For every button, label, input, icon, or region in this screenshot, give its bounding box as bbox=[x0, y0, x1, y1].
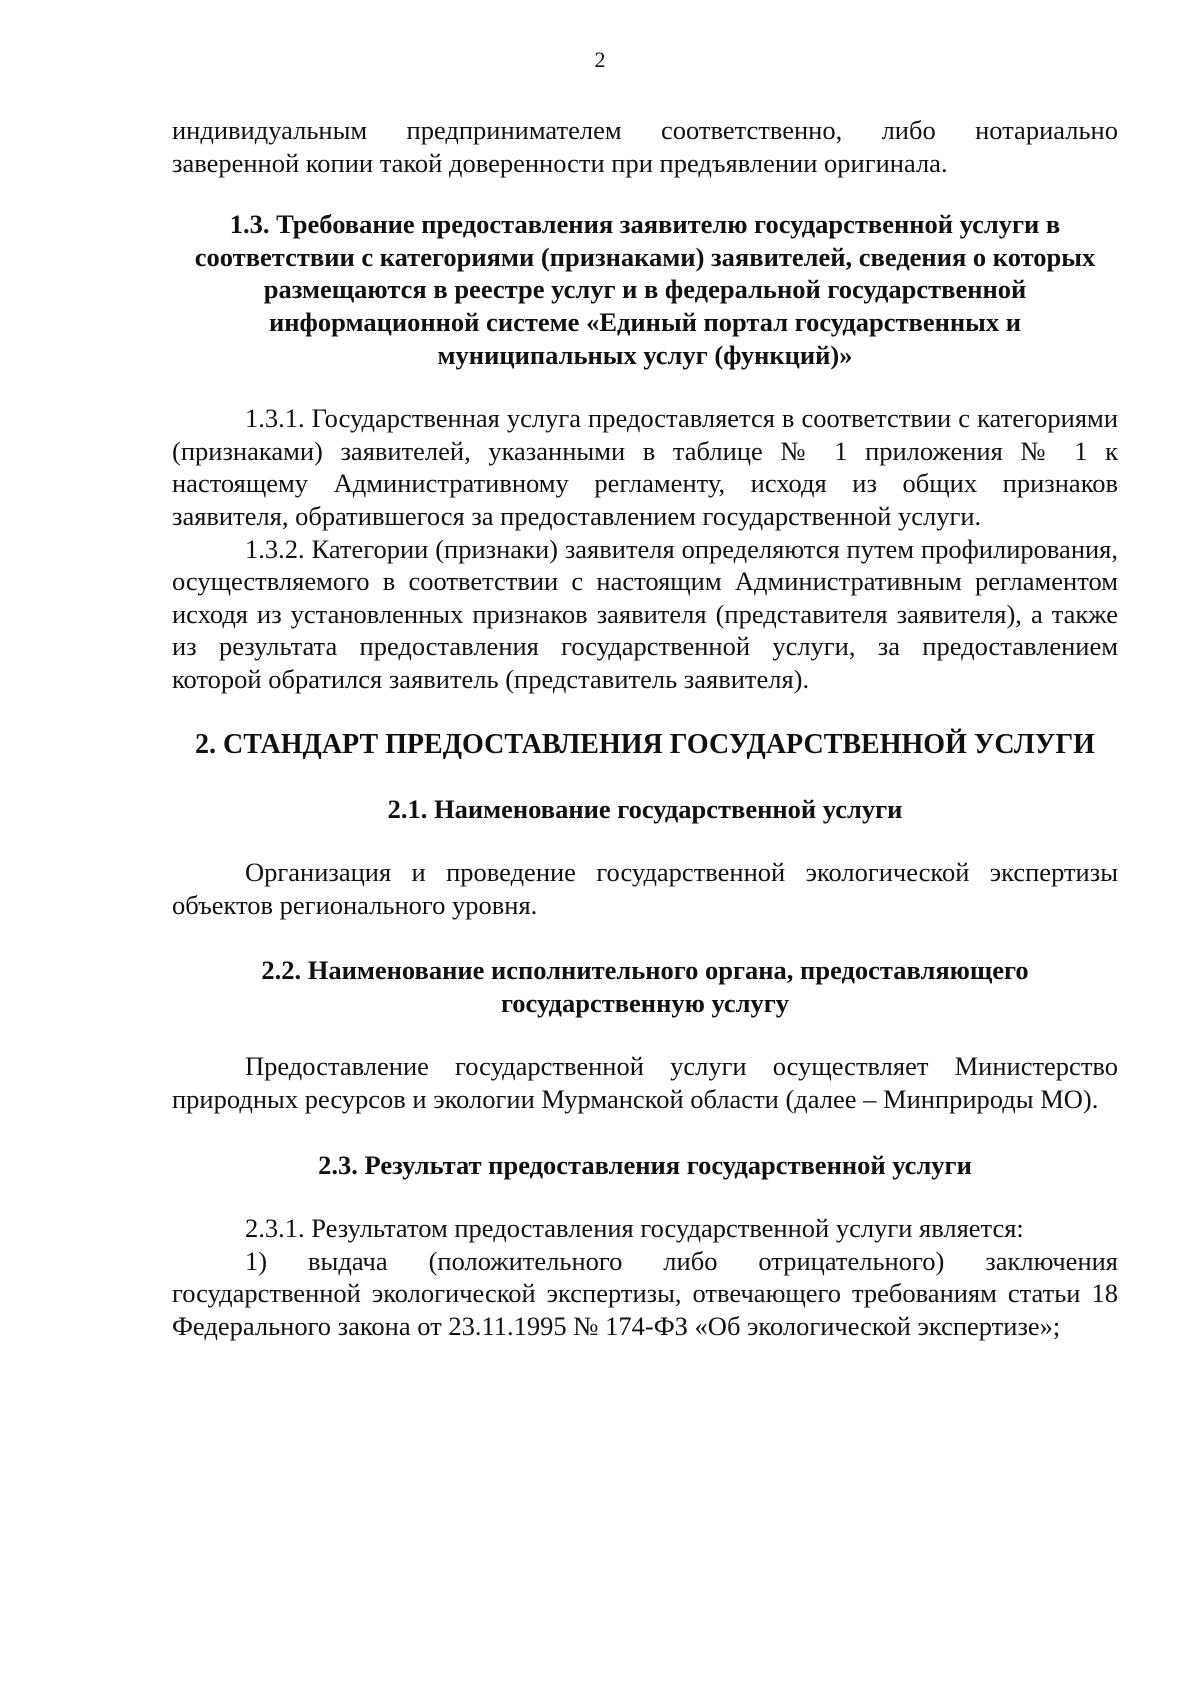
document-body bbox=[172, 114, 1118, 1343]
paragraph-2-2: Предоставление государственной услуги осуществляет Министерство природных ресурсов и экологии Мурманской области (далее – Минприроды МО). bbox=[172, 1051, 1118, 1115]
section-2-heading: 2. СТАНДАРТ ПРЕДОСТАВЛЕНИЯ ГОСУДАРСТВЕННОЙ УСЛУГИ bbox=[195, 728, 1095, 760]
paragraph-1-3-1: 1.3.1. Государственная услуга предоставляется в соответствии с категориями (признаками) заявителей, указанными в таблице № 1 приложения № 1 к настоящему Административному регламенту, исходя из общих признаков заявителя, обратившегося за предоставлением государственной услуги. bbox=[172, 403, 1118, 531]
paragraph-2-3-1: 2.3.1. Результатом предоставления государственной услуги является: bbox=[245, 1213, 1024, 1244]
paragraph-2-1: Организация и проведение государственной экологической экспертизы объектов регионального уровня. bbox=[172, 857, 1118, 920]
section-2-1-heading: 2.1. Наименование государственной услуги bbox=[387, 793, 903, 824]
section-2-3-heading: 2.3. Результат предоставления государственной услуги bbox=[318, 1149, 972, 1180]
page-number: 2 bbox=[594, 47, 606, 72]
paragraph-2-3-1-item-1: 1) выдача (положительного либо отрицательного) заключения государственной экологической экспертизы, отвечающего требованиям статьи 18 Федерального закона от 23.11.1995 № 174-ФЗ «Об экологической экспертизе»; bbox=[172, 1245, 1118, 1342]
intro-paragraph: индивидуальным предпринимателем соответственно, либо нотариально заверенной копии такой доверенности при предъявлении оригинала. bbox=[172, 115, 1118, 178]
section-1-3-heading: 1.3. Требование предоставления заявителю государственной услуги в соответствии с категориями (признаками) заявителей, сведения о которых размещаются в реестре услуг и в федеральной государственной информационной системе «Единый портал государственных и муниципальных услуг (функций)» bbox=[194, 209, 1096, 370]
paragraph-1-3-2: 1.3.2. Категории (признаки) заявителя определяются путем профилирования, осуществляемого в соответствии с настоящим Административным регламентом исходя из установленных признаков заявителя (представителя заявителя), а также из результата предоставления государственной услуги, за предоставлением которой обратился заявитель (представитель заявителя). bbox=[172, 533, 1118, 694]
section-2-2-heading: 2.2. Наименование исполнительного органа, предоставляющего государственную услугу bbox=[261, 955, 1029, 1018]
